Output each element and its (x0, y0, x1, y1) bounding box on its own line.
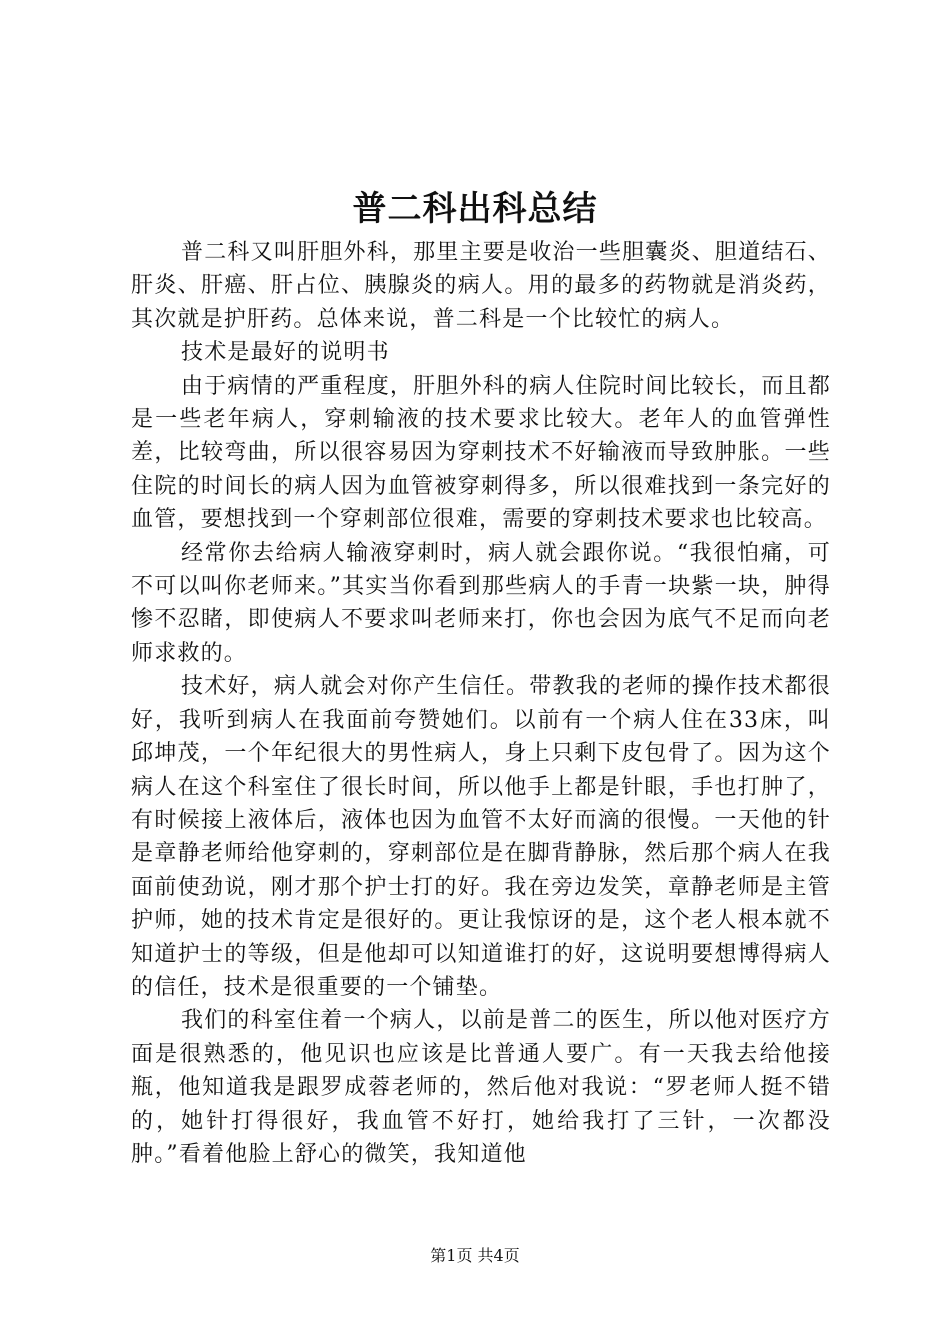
paragraph-intro: 普二科又叫肝胆外科，那里主要是收治一些胆囊炎、胆道结石、肝炎、肝癌、肝占位、胰腺炎的病人。用的最多的药物就是消炎药，其次就是护肝药。总体来说，普二科是一个比较忙的病人。 (131, 240, 831, 332)
section-heading: 技术是最好的说明书 (181, 340, 390, 366)
paragraph-trust: 技术好，病人就会对你产生信任。带教我的老师的操作技术都很好，我听到病人在我面前夸赞她们。以前有一个病人住在33床，叫邱坤茂，一个年纪很大的男性病人，身上只剩下皮包骨了。因为这个病人在这个科室住了很长时间，所以他手上都是针眼，手也打肿了，有时候接上液体后，液体也因为血管不太好而滴的很慢。一天他的针是章静老师给他穿刺的，穿刺部位是在脚背静脉，然后那个病人在我面前使劲说，刚才那个护士打的好。我在旁边发笑，章静老师是主管护师，她的技术肯定是很好的。更让我惊讶的是，这个老人根本就不知道护士的等级，但是他却可以知道谁打的好，这说明要想博得病人的信任，技术是很重要的一个铺垫。 (131, 674, 831, 1000)
paragraph-doctor-patient: 我们的科室住着一个病人，以前是普二的医生，所以他对医疗方面是很熟悉的，他见识也应该是比普通人要广。有一天我去给他接瓶，他知道我是跟罗成蓉老师的，然后他对我说：“罗老师人挺不错的，她针打得很好，我血管不好打，她给我打了三针，一次都没肿。”看着他脸上舒心的微笑，我知道他 (131, 1008, 831, 1167)
page-number-footer: 第1页 共4页 (430, 1246, 520, 1265)
document-body (131, 236, 831, 1171)
paragraph-patient-fear: 经常你去给病人输液穿刺时，病人就会跟你说。“我很怕痛，可不可以叫你老师来。”其实当你看到那些病人的手青一块紫一块，肿得惨不忍睹，即使病人不要求叫老师来打，你也会因为底气不足而向老师求救的。 (131, 540, 831, 666)
paragraph-condition: 由于病情的严重程度，肝胆外科的病人住院时间比较长，而且都是一些老年病人，穿刺输液的技术要求比较大。老年人的血管弹性差，比较弯曲，所以很容易因为穿刺技术不好输液而导致肿胀。一些住院的时间长的病人因为血管被穿刺得多，所以很难找到一条完好的血管，要想找到一个穿刺部位很难，需要的穿刺技术要求也比较高。 (131, 373, 831, 533)
document-title: 普二科出科总结 (352, 189, 598, 229)
